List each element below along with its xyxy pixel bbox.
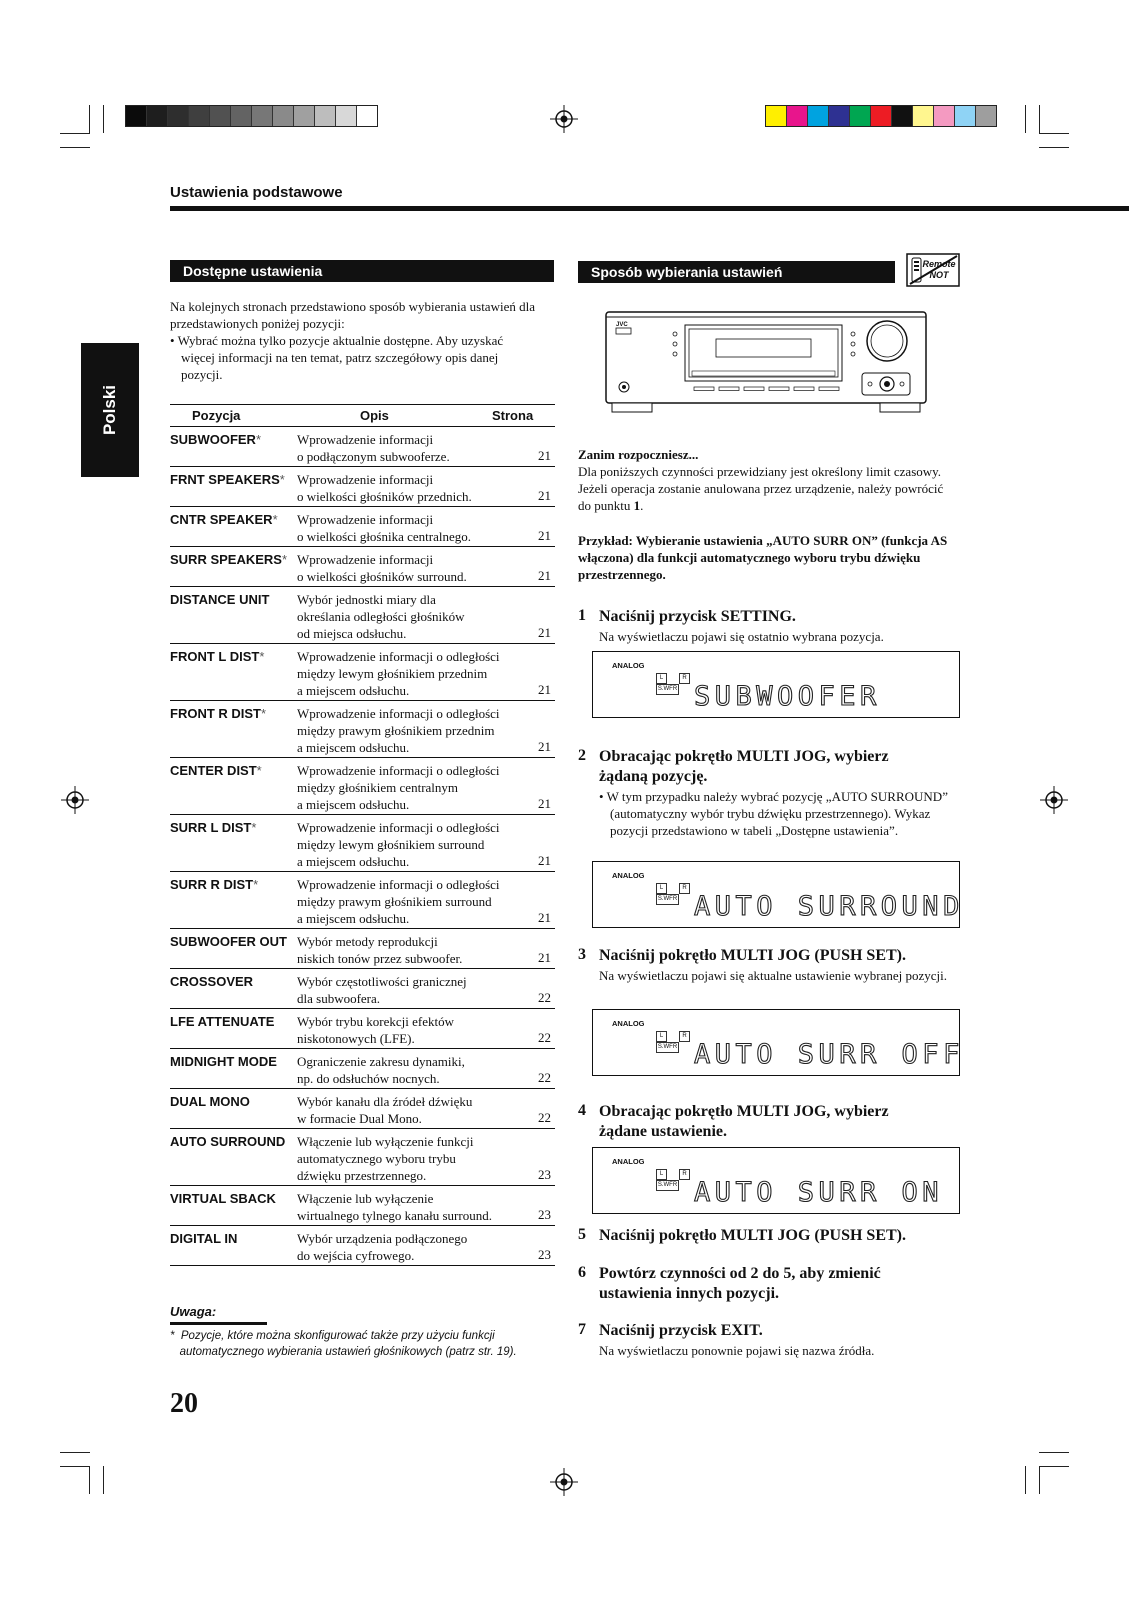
step-number: 5 xyxy=(578,1226,586,1243)
table-row xyxy=(170,547,555,587)
analog-indicator: ANALOG xyxy=(612,661,645,670)
step-number: 6 xyxy=(578,1264,586,1281)
color-swatch xyxy=(976,106,996,126)
color-swatch xyxy=(892,106,913,126)
example-heading: Przykład: Wybieranie ustawienia „AUTO SURR ON” (funkcja AS włączona) dla funkcji automatycznego wyboru trybu dźwięku przestrzennego. xyxy=(578,533,948,582)
row-page: 21 xyxy=(538,625,551,640)
gray-color-bar xyxy=(125,105,378,127)
color-swatch xyxy=(871,106,892,126)
footnote-star: * xyxy=(279,472,285,487)
color-swatch xyxy=(934,106,955,126)
color-swatch xyxy=(955,106,976,126)
row-description: Wprowadzenie informacji o odległości między głośnikiem centralnym a miejscem odsłuchu. xyxy=(297,763,500,812)
color-swatch xyxy=(231,106,252,126)
display-text: AUTO SURR OFF xyxy=(694,1039,964,1070)
row-position xyxy=(170,933,287,950)
analog-indicator: ANALOG xyxy=(612,871,645,880)
position-label: CNTR SPEAKER xyxy=(170,512,273,527)
subwoofer-indicator: S.WFR xyxy=(656,1180,679,1191)
before-text-main: Dla poniższych czynności przewidziany jest określony limit czasowy. Jeżeli operacja zostanie anulowana przez urządzenie, należy powrócić do punktu xyxy=(578,464,944,513)
row-page: 21 xyxy=(538,853,551,868)
table-row xyxy=(170,701,555,758)
display-panel xyxy=(592,861,964,928)
step-6 xyxy=(578,1264,968,1304)
remote-not-usable-icon xyxy=(906,253,960,287)
row-description: Wprowadzenie informacji o wielkości głośników surround. xyxy=(297,552,467,584)
table-row xyxy=(170,644,555,701)
row-page: 21 xyxy=(538,796,551,811)
note-title: Uwaga: xyxy=(170,1304,217,1319)
step-number: 2 xyxy=(578,747,586,764)
left-channel-indicator: L xyxy=(656,1031,667,1042)
col-page: Strona xyxy=(492,408,534,423)
row-position xyxy=(170,591,269,608)
registration-mark-icon xyxy=(549,1467,579,1497)
position-label: SURR R DIST xyxy=(170,877,254,892)
selection-method-bar: Sposób wybierania ustawień xyxy=(578,261,895,283)
color-swatch xyxy=(294,106,315,126)
row-description: Wybór trybu korekcji efektów niskotonowych (LFE). xyxy=(297,1014,454,1046)
display-text: SUBWOOFER xyxy=(694,681,881,712)
row-position xyxy=(170,1093,250,1110)
step-heading: Obracając pokrętło MULTI JOG, wybierz żądaną pozycję. xyxy=(599,748,889,785)
step-number: 7 xyxy=(578,1321,586,1338)
col-position: Pozycja xyxy=(192,408,241,423)
row-position xyxy=(170,876,258,893)
color-swatch xyxy=(189,106,210,126)
step-4 xyxy=(578,1102,968,1142)
step-heading: Powtórz czynności od 2 do 5, aby zmienić ustawienia innych pozycji. xyxy=(599,1265,881,1302)
color-swatch xyxy=(787,106,808,126)
step-number: 3 xyxy=(578,946,586,963)
before-text-end: . xyxy=(640,498,644,513)
position-label: LFE ATTENUATE xyxy=(170,1014,275,1029)
intro-paragraph: Na kolejnych stronach przedstawiono sposób wybierania ustawień dla przedstawionych poniżej pozycji: xyxy=(170,299,535,331)
display-panel xyxy=(592,1147,960,1214)
before-you-start xyxy=(578,446,953,514)
row-position xyxy=(170,1230,237,1247)
row-description: Wybór kanału dla źródeł dźwięku w formacie Dual Mono. xyxy=(297,1094,473,1126)
analog-indicator: ANALOG xyxy=(612,1019,645,1028)
row-description: Włączenie lub wyłączenie wirtualnego tylnego kanału surround. xyxy=(297,1191,492,1223)
step-number: 1 xyxy=(578,607,586,624)
row-description: Wybór urządzenia podłączonego do wejścia cyfrowego. xyxy=(297,1231,468,1263)
position-label: SUBWOOFER OUT xyxy=(170,934,287,949)
step-7 xyxy=(578,1321,968,1359)
language-tab-label: Polski xyxy=(100,384,119,436)
row-description: Wybór częstotliwości granicznej dla subwoofera. xyxy=(297,974,467,1006)
row-page: 23 xyxy=(538,1167,551,1182)
color-swatch xyxy=(850,106,871,126)
color-swatch xyxy=(273,106,294,126)
color-swatch xyxy=(808,106,829,126)
color-swatch xyxy=(315,106,336,126)
table-row xyxy=(170,815,555,872)
table-row xyxy=(170,872,555,929)
row-position xyxy=(170,1053,277,1070)
row-position xyxy=(170,431,261,448)
position-label: MIDNIGHT MODE xyxy=(170,1054,277,1069)
table-row xyxy=(170,1089,555,1129)
color-swatch xyxy=(357,106,377,126)
row-page: 21 xyxy=(538,448,551,463)
color-swatch xyxy=(829,106,850,126)
step-detail: • W tym przypadku należy wybrać pozycję „AUTO SURROUND” (automatyczny wybór trybu dźwięku przestrzennego). Wykaz pozycji przedstawiono w tabeli „Dostępne ustawienia”. xyxy=(599,789,948,838)
step-heading: Obracając pokrętło MULTI JOG, wybierz żądane ustawienie. xyxy=(599,1103,889,1140)
row-description: Wprowadzenie informacji o wielkości głośników przednich. xyxy=(297,472,472,504)
right-channel-indicator: R xyxy=(679,883,690,894)
table-row xyxy=(170,1009,555,1049)
color-swatch xyxy=(913,106,934,126)
table-row xyxy=(170,758,555,815)
color-swatch xyxy=(168,106,189,126)
footnote-star: * xyxy=(255,432,262,447)
position-label: FRONT L DIST xyxy=(170,649,260,664)
position-label: SURR L DIST xyxy=(170,820,252,835)
row-position xyxy=(170,819,256,836)
step-heading: Naciśnij pokrętło MULTI JOG (PUSH SET). xyxy=(599,947,906,964)
before-text xyxy=(578,463,953,514)
row-page: 22 xyxy=(538,1110,551,1125)
color-swatch xyxy=(766,106,787,126)
table-row xyxy=(170,1226,555,1266)
row-page: 21 xyxy=(538,488,551,503)
row-description: Wprowadzenie informacji o odległości między prawym głośnikiem przednim a miejscem odsłuchu. xyxy=(297,706,500,755)
section-title: Ustawienia podstawowe xyxy=(170,184,343,201)
row-description: Wybór jednostki miary dla określania odległości głośników od miejsca odsłuchu. xyxy=(297,592,465,641)
intro-text xyxy=(170,298,540,383)
table-row xyxy=(170,1049,555,1089)
row-page: 23 xyxy=(538,1247,551,1262)
left-channel-indicator: L xyxy=(656,1169,667,1180)
left-channel-indicator: L xyxy=(656,883,667,894)
position-label: SUBWOOFER xyxy=(170,432,256,447)
row-position xyxy=(170,1190,276,1207)
svg-text:NOT: NOT xyxy=(929,270,949,280)
subwoofer-indicator: S.WFR xyxy=(656,894,679,905)
row-description: Włączenie lub wyłączenie funkcji automatycznego wyboru trybu dźwięku przestrzennego. xyxy=(297,1134,474,1183)
display-text: AUTO SURR ON xyxy=(694,1177,944,1208)
row-page: 22 xyxy=(538,1070,551,1085)
subwoofer-indicator: S.WFR xyxy=(656,684,679,695)
step-heading: Naciśnij przycisk SETTING. xyxy=(599,608,796,625)
step-heading: Naciśnij pokrętło MULTI JOG (PUSH SET). xyxy=(599,1227,906,1244)
footnote-star: * xyxy=(259,649,265,664)
language-tab xyxy=(81,343,139,477)
left-channel-indicator: L xyxy=(656,673,667,684)
available-settings-bar: Dostępne ustawienia xyxy=(170,260,554,282)
footnote-star: * xyxy=(251,820,257,835)
subwoofer-indicator: S.WFR xyxy=(656,1042,679,1053)
table-row xyxy=(170,587,555,644)
note-rule xyxy=(170,1322,267,1325)
step-2 xyxy=(578,747,968,839)
footnote-star: * xyxy=(281,552,288,567)
step-detail: Na wyświetlaczu pojawi się aktualne ustawienie wybranej pozycji. xyxy=(599,968,947,983)
position-label: FRONT R DIST xyxy=(170,706,261,721)
position-label: CENTER DIST xyxy=(170,763,257,778)
step-5 xyxy=(578,1226,968,1246)
step-heading: Naciśnij przycisk EXIT. xyxy=(599,1322,763,1339)
row-description: Wprowadzenie informacji o odległości między prawym głośnikiem surround a miejscem odsłuchu. xyxy=(297,877,500,926)
step-3 xyxy=(578,946,968,984)
row-page: 21 xyxy=(538,528,551,543)
position-label: DIGITAL IN xyxy=(170,1231,238,1246)
settings-table xyxy=(170,404,555,1266)
table-row xyxy=(170,929,555,969)
svg-text:Remote: Remote xyxy=(922,259,956,269)
right-channel-indicator: R xyxy=(679,1169,690,1180)
analog-indicator: ANALOG xyxy=(612,1157,645,1166)
before-title: Zanim rozpoczniesz... xyxy=(578,447,699,462)
position-label: DUAL MONO xyxy=(170,1094,250,1109)
right-channel-indicator: R xyxy=(679,673,690,684)
row-description: Wprowadzenie informacji o odległości między lewym głośnikiem surround a miejscem odsłuchu. xyxy=(297,820,500,869)
color-swatch xyxy=(252,106,273,126)
table-row xyxy=(170,1186,555,1226)
step-1 xyxy=(578,607,968,645)
row-page: 21 xyxy=(538,682,551,697)
row-position xyxy=(170,705,266,722)
col-description: Opis xyxy=(360,408,389,423)
row-description: Wprowadzenie informacji o odległości między lewym głośnikiem przednim a miejscem odsłuchu. xyxy=(297,649,500,698)
footnote-star: * xyxy=(272,512,278,527)
color-swatch xyxy=(126,106,147,126)
row-page: 23 xyxy=(538,1207,551,1222)
step-detail: Na wyświetlaczu ponownie pojawi się nazwa źródła. xyxy=(599,1343,875,1358)
row-position xyxy=(170,1013,274,1030)
registration-mark-icon xyxy=(549,104,579,134)
position-label: DISTANCE UNIT xyxy=(170,592,270,607)
position-label: FRNT SPEAKERS xyxy=(170,472,280,487)
row-page: 22 xyxy=(538,1030,551,1045)
table-row xyxy=(170,427,555,467)
row-page: 22 xyxy=(538,990,551,1005)
table-row xyxy=(170,1129,555,1186)
row-position xyxy=(170,1133,285,1150)
row-description: Wprowadzenie informacji o wielkości głośnika centralnego. xyxy=(297,512,472,544)
row-position xyxy=(170,648,264,665)
position-label: CROSSOVER xyxy=(170,974,254,989)
row-page: 21 xyxy=(538,950,551,965)
intro-bullet: • Wybrać można tylko pozycje aktualnie dostępne. Aby uzyskać więcej informacji na ten temat, patrz szczegółowy opis danej pozycji. xyxy=(170,333,504,382)
table-row xyxy=(170,507,555,547)
footnote-star: * xyxy=(261,706,267,721)
table-body xyxy=(170,427,555,1266)
position-label: AUTO SURROUND xyxy=(170,1134,286,1149)
footnote-star: * xyxy=(256,763,262,778)
note-text: * Pozycje, które można skonfigurować także przy użyciu funkcji automatycznego wybierania ustawień głośnikowych (patrz str. 19). xyxy=(170,1330,517,1358)
color-swatch xyxy=(336,106,357,126)
display-panel xyxy=(592,651,960,718)
row-position xyxy=(170,471,285,488)
page-number: 20 xyxy=(170,1388,198,1419)
process-color-bar xyxy=(765,105,997,127)
registration-mark-icon xyxy=(60,785,90,815)
row-description: Wybór metody reprodukcji niskich tonów przez subwoofer. xyxy=(297,934,463,966)
registration-mark-icon xyxy=(1039,785,1069,815)
right-channel-indicator: R xyxy=(679,1031,690,1042)
table-row xyxy=(170,969,555,1009)
row-position xyxy=(170,762,262,779)
before-text-step: 1 xyxy=(633,498,641,513)
row-position xyxy=(170,551,287,568)
color-swatch xyxy=(210,106,231,126)
row-description: Ograniczenie zakresu dynamiki, np. do odsłuchów nocnych. xyxy=(297,1054,465,1086)
table-header xyxy=(170,404,555,427)
color-swatch xyxy=(147,106,168,126)
display-panel xyxy=(592,1009,964,1076)
receiver-front-panel-illustration xyxy=(604,309,929,420)
step-detail: Na wyświetlaczu pojawi się ostatnio wybrana pozycja. xyxy=(599,629,884,644)
table-row xyxy=(170,467,555,507)
step-number: 4 xyxy=(578,1102,586,1119)
display-text: AUTO SURROUND xyxy=(694,891,964,922)
position-label: SURR SPEAKERS xyxy=(170,552,282,567)
row-position xyxy=(170,511,278,528)
row-position xyxy=(170,973,253,990)
row-description: Wprowadzenie informacji o podłączonym subwooferze. xyxy=(297,432,450,464)
header-rule xyxy=(170,206,1129,211)
svg-text:JVC: JVC xyxy=(616,322,628,328)
row-page: 21 xyxy=(538,568,551,583)
position-label: VIRTUAL SBACK xyxy=(170,1191,276,1206)
footnote-star: * xyxy=(253,877,259,892)
row-page: 21 xyxy=(538,739,551,754)
row-page: 21 xyxy=(538,910,551,925)
